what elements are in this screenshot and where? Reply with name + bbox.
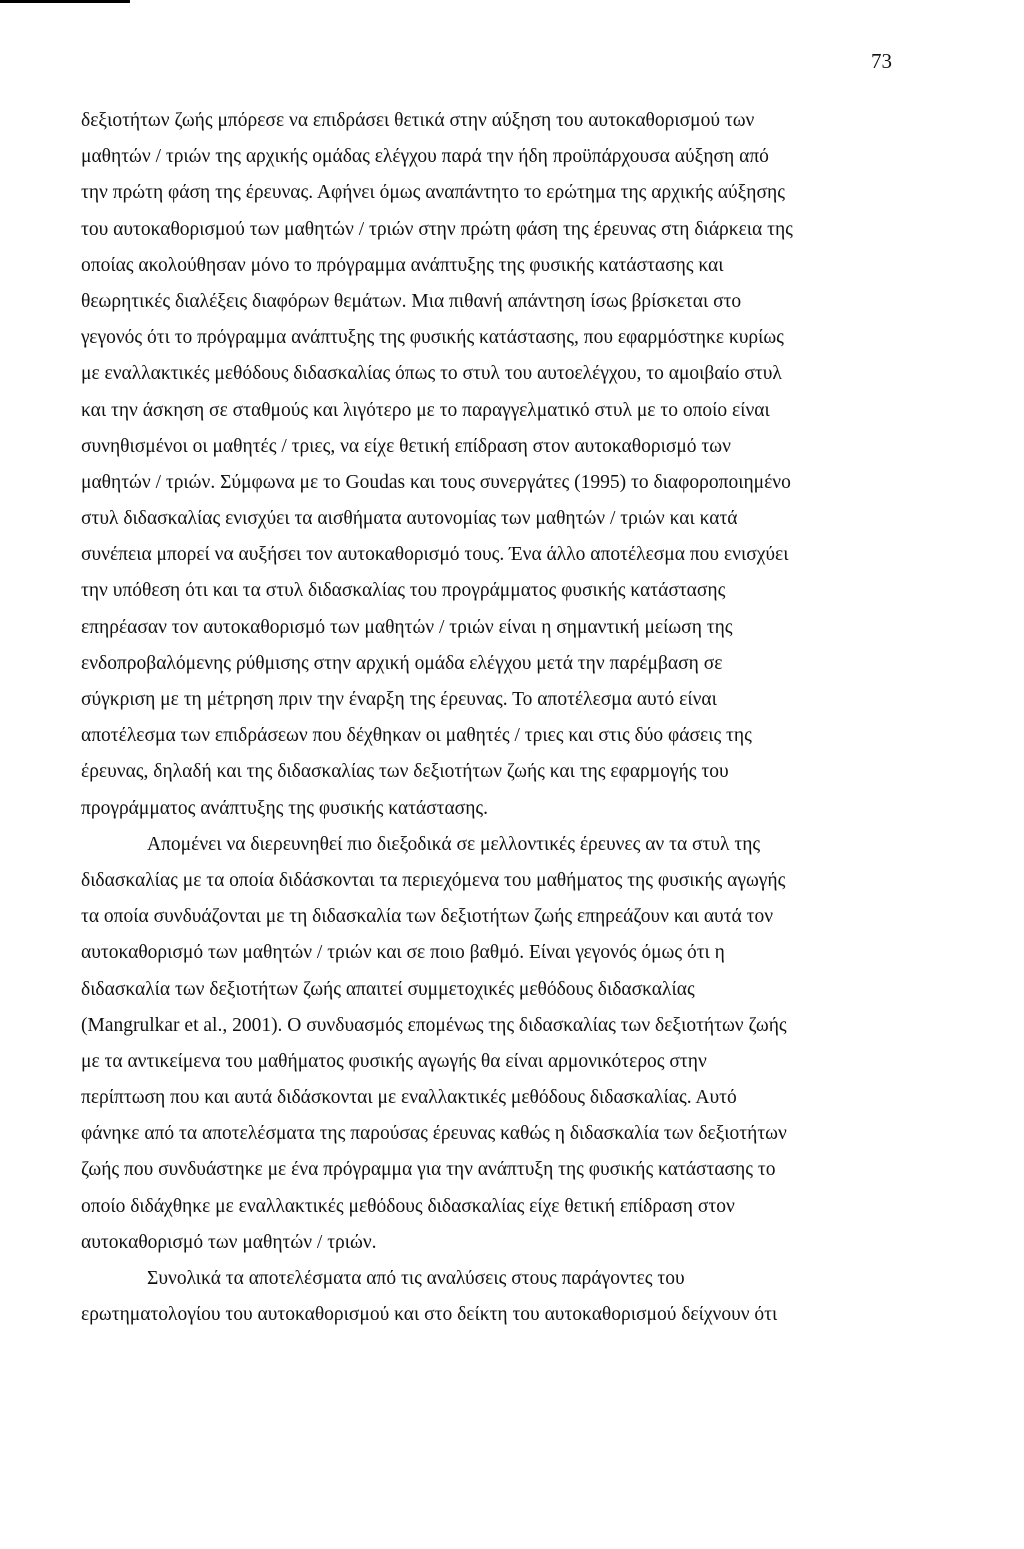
text-line: ζωής που συνδυάστηκε με ένα πρόγραμμα για την ανάπτυξη της φυσικής κατάστασης το bbox=[81, 1159, 776, 1181]
text-line: μαθητών / τριών. Σύμφωνα με το Goudas και τους συνεργάτες (1995) το διαφοροποιημένο bbox=[81, 471, 791, 493]
text-line: του αυτοκαθορισμού των μαθητών / τριών στην πρώτη φάση της έρευνας στη διάρκεια της bbox=[81, 218, 793, 240]
text-line: και την άσκηση σε σταθμούς και λιγότερο με το παραγγελματικό στυλ με το οποίο είναι bbox=[81, 399, 770, 421]
text-line: συνέπεια μπορεί να αυξήσει τον αυτοκαθορισμό τους. Ένα άλλο αποτέλεσμα που ενισχύει bbox=[81, 544, 789, 566]
paragraph-first-line: Απομένει να διερευνηθεί πιο διεξοδικά σε μελλοντικές έρευνες αν τα στυλ της bbox=[147, 833, 761, 855]
top-edge-rule bbox=[0, 0, 130, 3]
text-line: ενδοπροβαλόμενης ρύθμισης στην αρχική ομάδα ελέγχου μετά την παρέμβαση σε bbox=[81, 652, 723, 674]
text-line: προγράμματος ανάπτυξης της φυσικής κατάστασης. bbox=[81, 797, 488, 819]
text-line: δεξιοτήτων ζωής μπόρεσε να επιδράσει θετικά στην αύξηση του αυτοκαθορισμού των bbox=[81, 110, 755, 131]
text-line: μαθητών / τριών της αρχικής ομάδας ελέγχου παρά την ήδη προϋπάρχουσα αύξηση από bbox=[81, 146, 769, 168]
page-number: 73 bbox=[871, 49, 892, 73]
text-line: διδασκαλία των δεξιοτήτων ζωής απαιτεί συμμετοχικές μεθόδους διδασκαλίας bbox=[81, 978, 695, 1000]
text-line: επηρέασαν τον αυτοκαθορισμό των μαθητών / τριών είναι η σημαντική μείωση της bbox=[81, 616, 733, 638]
text-line: συνηθισμένοι οι μαθητές / τριες, να είχε θετική επίδραση στον αυτοκαθορισμό των bbox=[81, 435, 731, 457]
text-line: έρευνας, δηλαδή και της διδασκαλίας των δεξιοτήτων ζωής και της εφαρμογής του bbox=[81, 761, 729, 783]
text-line: φάνηκε από τα αποτελέσματα της παρούσας έρευνας καθώς η διδασκαλία των δεξιοτήτων bbox=[81, 1123, 787, 1145]
text-line: διδασκαλίας με τα οποία διδάσκονται τα περιεχόμενα του μαθήματος της φυσικής αγωγής bbox=[81, 869, 786, 891]
text-line: στυλ διδασκαλίας ενισχύει τα αισθήματα αυτονομίας των μαθητών / τριών και κατά bbox=[81, 508, 738, 530]
text-line: οποίο διδάχθηκε με εναλλακτικές μεθόδους διδασκαλίας είχε θετική επίδραση στον bbox=[81, 1195, 735, 1217]
paragraph-first-line: Συνολικά τα αποτελέσματα από τις αναλύσεις στους παράγοντες του bbox=[147, 1268, 685, 1289]
text-line: (Mangrulkar et al., 2001). Ο συνδυασμός επομένως της διδασκαλίας των δεξιοτήτων ζωής bbox=[81, 1014, 787, 1036]
text-line: αυτοκαθορισμό των μαθητών / τριών και σε ποιο βαθμό. Είναι γεγονός όμως ότι η bbox=[81, 942, 725, 964]
text-line: θεωρητικές διαλέξεις διαφόρων θεμάτων. Μια πιθανή απάντηση ίσως βρίσκεται στο bbox=[81, 290, 742, 312]
text-line: ερωτηματολογίου του αυτοκαθορισμού και στο δείκτη του αυτοκαθορισμού δείχνουν ότι bbox=[81, 1304, 778, 1326]
text-line: αυτοκαθορισμό των μαθητών / τριών. bbox=[81, 1231, 377, 1253]
text-line: οποίας ακολούθησαν μόνο το πρόγραμμα ανάπτυξης της φυσικής κατάστασης και bbox=[81, 254, 724, 276]
text-line: με εναλλακτικές μεθόδους διδασκαλίας όπως το στυλ του αυτοελέγχου, το αμοιβαίο στυλ bbox=[81, 363, 782, 385]
text-line: τα οποία συνδυάζονται με τη διδασκαλία των δεξιοτήτων ζωής επηρεάζουν και αυτά τον bbox=[81, 906, 774, 928]
text-line: την πρώτη φάση της έρευνας. Αφήνει όμως αναπάντητο το ερώτημα της αρχικής αύξησης bbox=[81, 182, 785, 204]
text-line: γεγονός ότι το πρόγραμμα ανάπτυξης της φυσικής κατάστασης, που εφαρμόστηκε κυρίως bbox=[81, 327, 784, 349]
text-line: αποτέλεσμα των επιδράσεων που δέχθηκαν οι μαθητές / τριες και στις δύο φάσεις της bbox=[81, 725, 752, 747]
text-line: σύγκριση με τη μέτρηση πριν την έναρξη της έρευνας. Το αποτέλεσμα αυτό είναι bbox=[81, 689, 717, 710]
text-line: την υπόθεση ότι και τα στυλ διδασκαλίας του προγράμματος φυσικής κατάστασης bbox=[81, 580, 726, 602]
text-line: περίπτωση που και αυτά διδάσκονται με εναλλακτικές μεθόδους διδασκαλίας. Αυτό bbox=[81, 1087, 737, 1109]
body-text bbox=[81, 103, 893, 1333]
text-line: με τα αντικείμενα του μαθήματος φυσικής αγωγής θα είναι αρμονικότερος στην bbox=[81, 1050, 707, 1072]
